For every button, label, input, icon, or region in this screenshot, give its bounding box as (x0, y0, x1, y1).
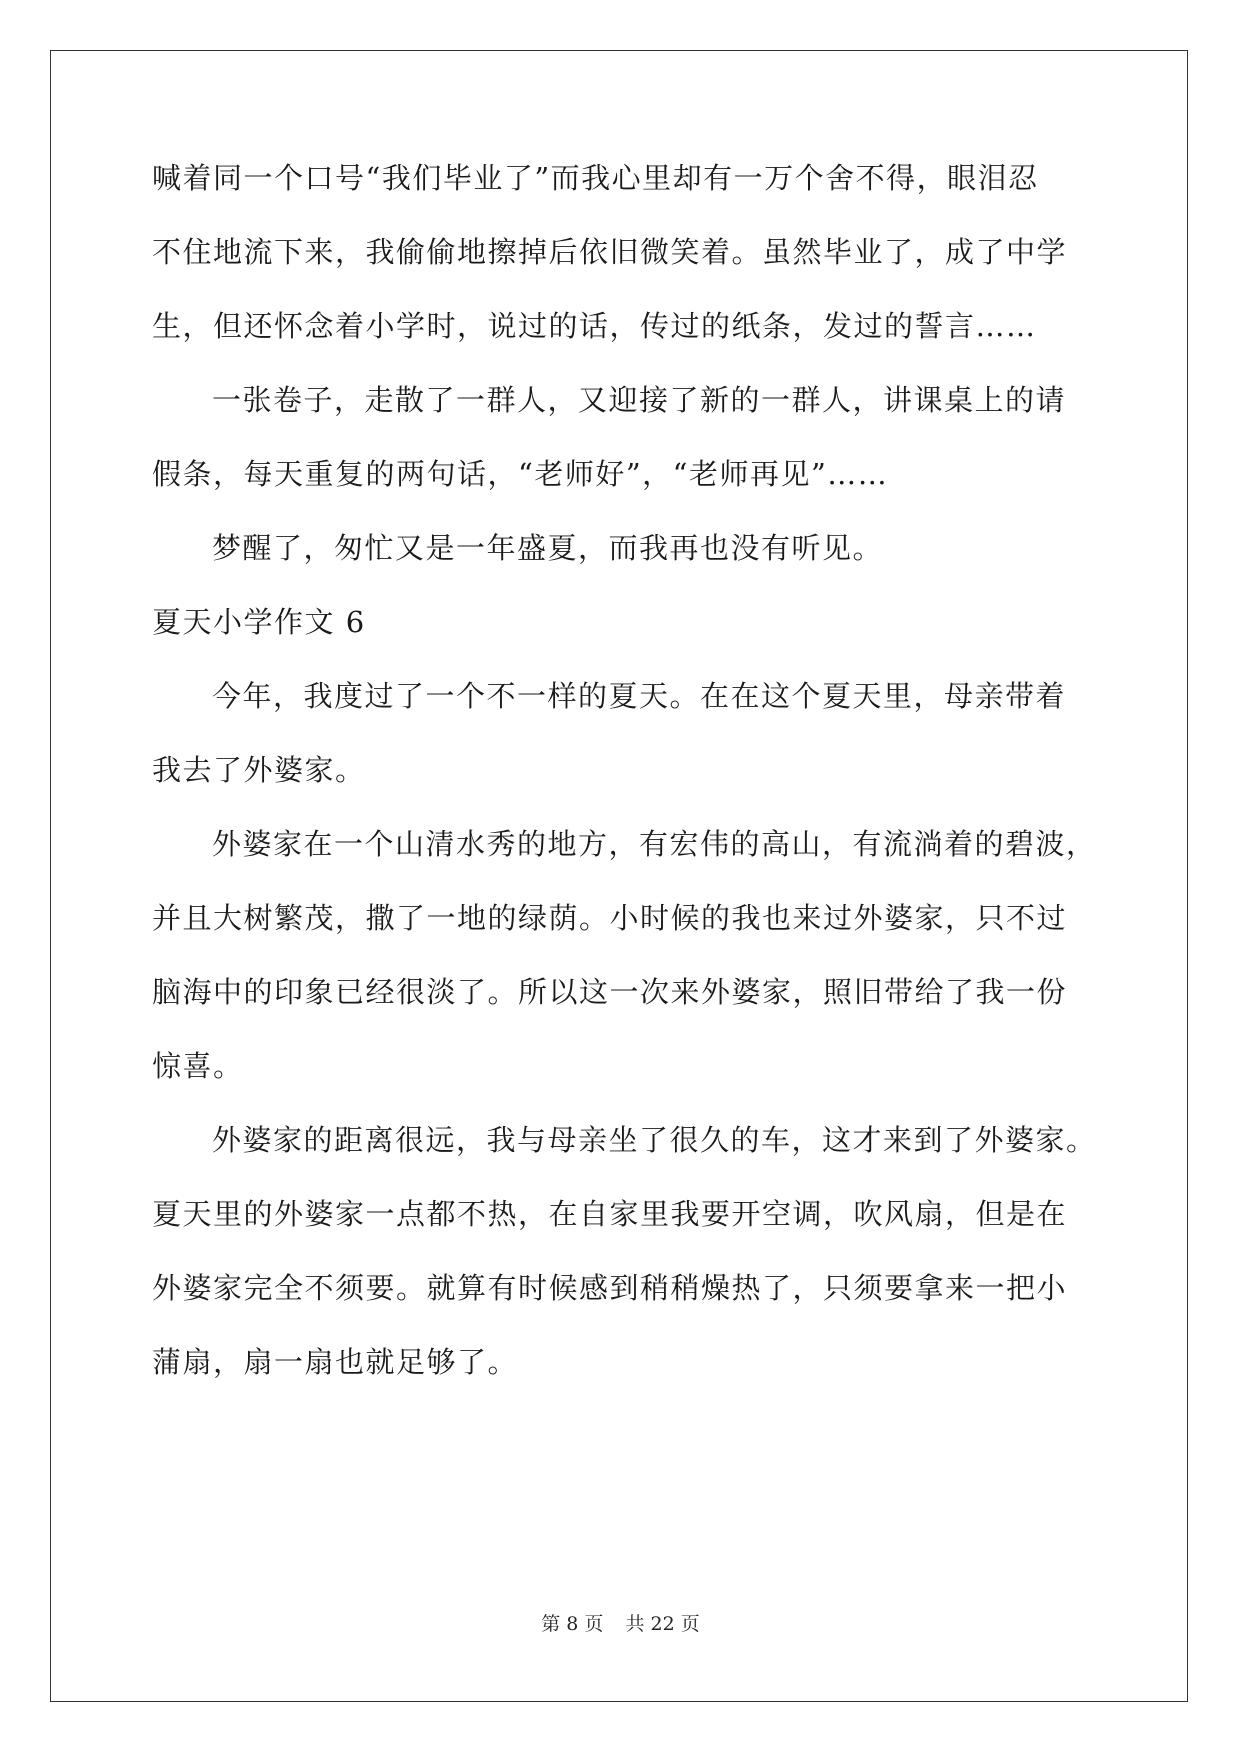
page-border (50, 50, 1188, 1702)
paragraph-line: 梦醒了，匆忙又是一年盛夏，而我再也没有听见。 (212, 531, 884, 565)
paragraph-line: 外婆家在一个山清水秀的地方，有宏伟的高山，有流淌着的碧波， (212, 827, 1097, 861)
page-footer (0, 1612, 1241, 1636)
paragraph-line: 惊喜。 (152, 1049, 244, 1083)
paragraph-line: 外婆家的距离很远，我与母亲坐了很久的车，这才来到了外婆家。 (212, 1123, 1097, 1157)
paragraph-line: 并且大树繁茂，撒了一地的绿荫。小时候的我也来过外婆家，只不过 (152, 901, 1068, 935)
section-heading: 夏天小学作文 6 (152, 605, 366, 639)
page-number: 第 8 页 (541, 1613, 604, 1635)
page-total: 共 22 页 (625, 1613, 700, 1635)
paragraph-line: 我去了外婆家。 (152, 753, 366, 787)
paragraph-line: 今年，我度过了一个不一样的夏天。在在这个夏天里，母亲带着 (212, 679, 1067, 713)
paragraph-line: 脑海中的印象已经很淡了。所以这一次来外婆家，照旧带给了我一份 (152, 975, 1068, 1009)
paragraph-line: 蒲扇，扇一扇也就足够了。 (152, 1345, 519, 1379)
paragraph-line: 一张卷子，走散了一群人，又迎接了新的一群人，讲课桌上的请 (212, 383, 1067, 417)
paragraph-line: 喊着同一个口号“我们毕业了”而我心里却有一万个舍不得，眼泪忍 (152, 161, 1039, 195)
paragraph-line: 生，但还怀念着小学时，说过的话，传过的纸条，发过的誓言…… (152, 309, 1037, 343)
paragraph-line: 假条，每天重复的两句话，“老师好”，“老师再见”…… (152, 457, 889, 491)
paragraph-line: 外婆家完全不须要。就算有时候感到稍稍燥热了，只须要拿来一把小 (152, 1271, 1068, 1305)
paragraph-line: 夏天里的外婆家一点都不热，在自家里我要开空调，吹风扇，但是在 (152, 1197, 1068, 1231)
paragraph-line: 不住地流下来，我偷偷地擦掉后依旧微笑着。虽然毕业了，成了中学 (152, 235, 1068, 269)
